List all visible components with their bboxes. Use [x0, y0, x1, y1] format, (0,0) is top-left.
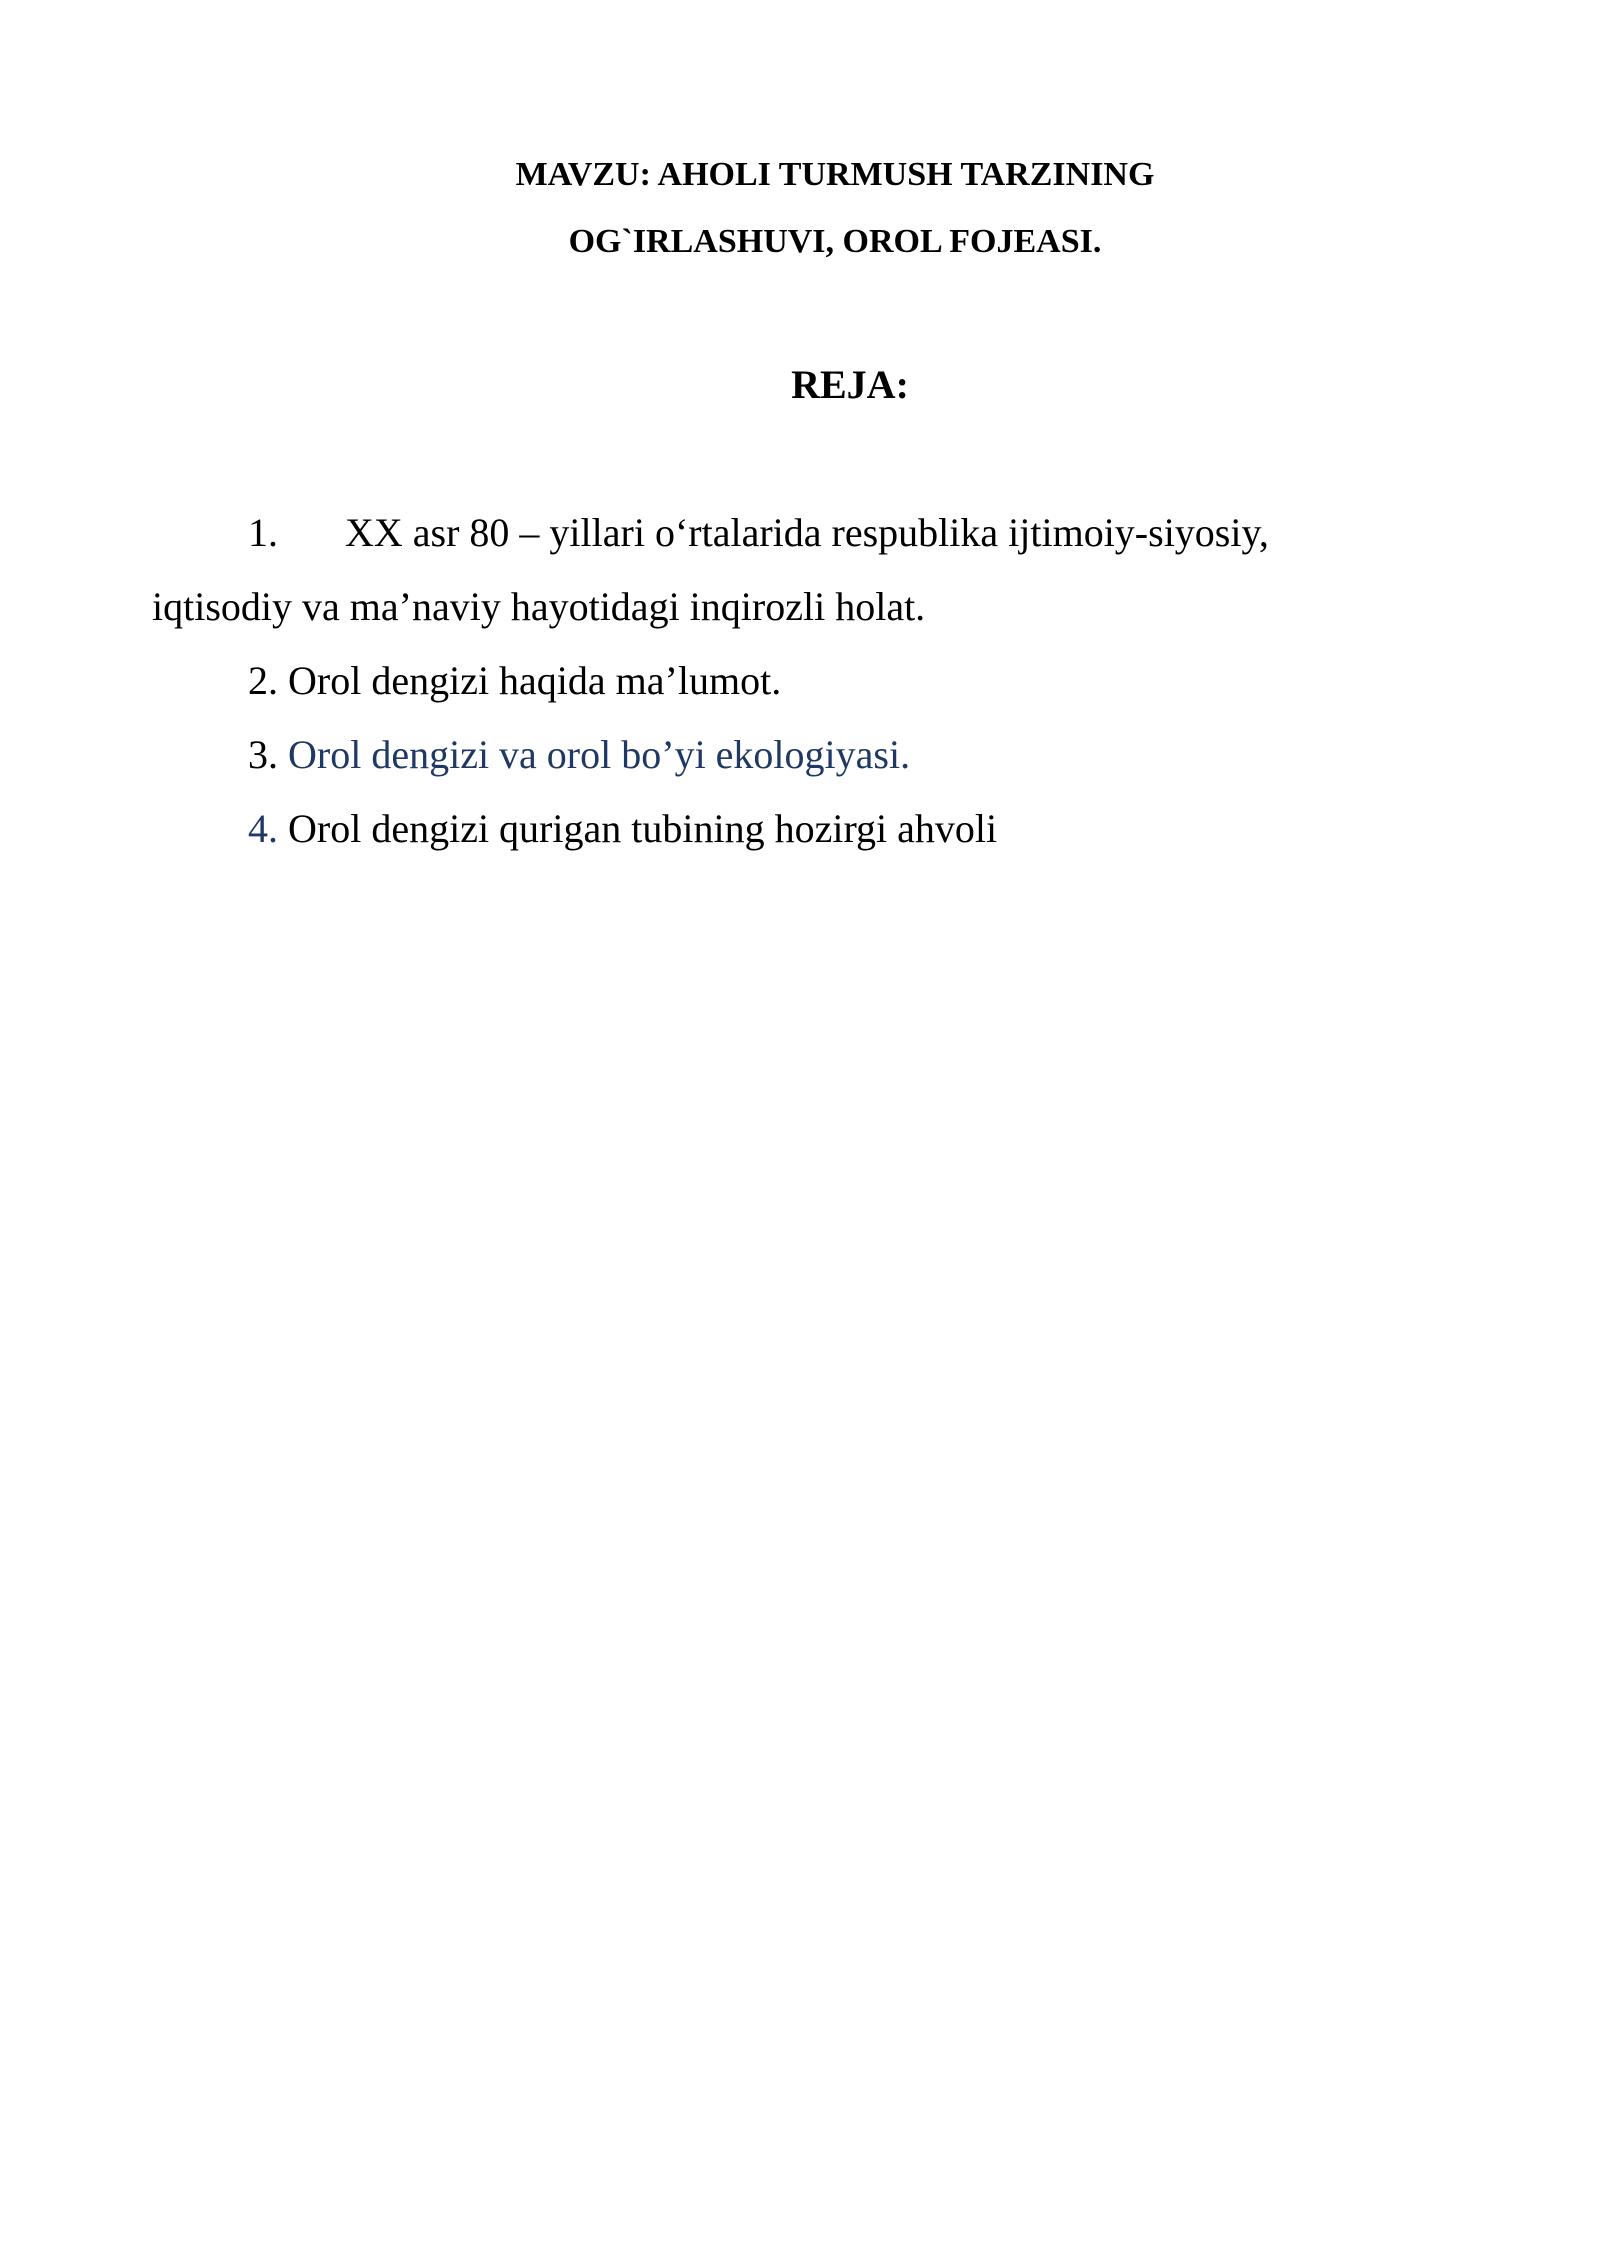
plan-item-3-number: 3.	[248, 732, 278, 777]
plan-item-2-text: Orol dengizi haqida ma’lumot.	[288, 658, 782, 703]
plan-item-3	[248, 732, 910, 778]
plan-item-1-text: XX asr 80 – yillari o‘rtalarida respublika ijtimoiy-siyosiy,	[345, 510, 1269, 555]
plan-heading: REJA:	[791, 362, 909, 407]
plan-item-4-text: Orol dengizi qurigan tubining hozirgi ahvoli	[288, 806, 998, 851]
plan-item-1-continuation: iqtisodiy va ma’naviy hayotidagi inqirozli holat.	[152, 584, 926, 629]
plan-item-4	[248, 806, 997, 852]
plan-item-3-text: Orol dengizi va orol bo’yi ekologiyasi.	[288, 732, 911, 777]
plan-item-4-number: 4.	[248, 806, 278, 851]
title-line-1: MAVZU: AHOLI TURMUSH TARZINING	[515, 156, 1155, 193]
plan-item-1-number: 1.	[248, 510, 278, 555]
plan-item-2-number: 2.	[248, 658, 278, 703]
title-line-2: OG`IRLASHUVI, OROL FOJEASI.	[568, 223, 1102, 260]
plan-item-2	[248, 658, 781, 704]
